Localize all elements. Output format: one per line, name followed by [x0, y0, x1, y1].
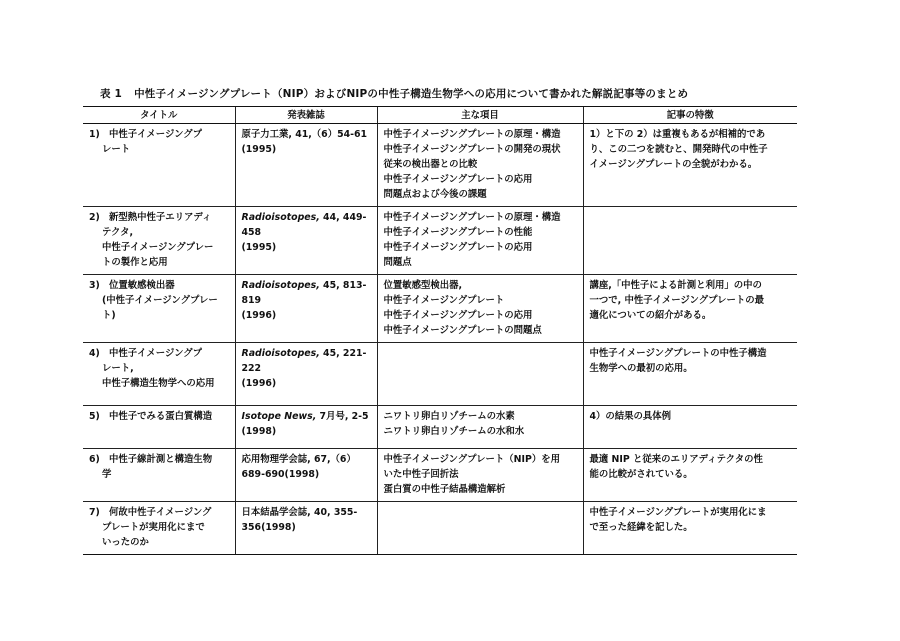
journal-year: 689-690(1998): [241, 469, 320, 480]
title-text: いったのか: [102, 537, 149, 548]
table-caption-text: 中性子イメージングプレート（NIP）およびNIPの中性子構造生物学への応用について書かれた解説記事等のまとめ: [134, 88, 689, 100]
feature-line: 講座,「中性子による計測と利用」の中の: [589, 280, 762, 291]
title-text: 中性子イメージングプレー: [102, 242, 214, 253]
journal-name: 応用物理学会誌,: [241, 454, 311, 465]
journal-year: (1998): [241, 426, 277, 437]
journal-line: [242, 505, 371, 520]
title-text: 中性子構造生物学への応用: [102, 378, 215, 389]
journal-name: Radioisotopes,: [241, 280, 320, 291]
title-text: 中性子でみる蛋白質構造: [109, 411, 213, 422]
title-line: [89, 535, 229, 550]
title-line: [89, 278, 229, 293]
table-caption: [100, 86, 800, 101]
item-line: 中性子イメージングプレートの性能: [383, 227, 533, 238]
journal-ref: 45, 813-819: [241, 280, 367, 306]
title-text: プレートが実用化にまで: [102, 522, 205, 533]
feature-line: り、この二つを読むと、開発時代の中性子: [589, 144, 768, 155]
cell-title: [83, 406, 235, 449]
title-line: [89, 361, 229, 376]
cell-features: [583, 207, 797, 275]
cell-main-items: [377, 502, 583, 555]
cell-features: [583, 124, 797, 207]
cell-features: [583, 502, 797, 555]
cell-main-items: [377, 449, 583, 502]
summary-table: [83, 106, 797, 555]
item-line: 中性子イメージングプレートの原理・構造: [383, 212, 561, 223]
journal-ref: 40, 355-: [313, 507, 358, 518]
cell-title: [83, 275, 235, 343]
journal-year: (1996): [241, 310, 277, 321]
title-text: 新型熱中性子エリアディ: [109, 212, 212, 223]
cell-main-items: [377, 275, 583, 343]
item-line: 中性子イメージングプレートの応用: [383, 310, 533, 321]
title-line: [89, 210, 229, 225]
title-line: [89, 127, 229, 142]
cell-main-items: [377, 406, 583, 449]
title-text: 中性子イメージングプ: [109, 348, 203, 359]
journal-line: [242, 452, 371, 467]
item-line: 従来の検出器との比較: [383, 159, 478, 170]
cell-main-items: [377, 343, 583, 406]
header-journal: 発表雑誌: [235, 107, 377, 124]
cell-features: [583, 275, 797, 343]
title-text: レート,: [102, 363, 134, 374]
cell-journal: [235, 449, 377, 502]
journal-line: [242, 127, 371, 142]
item-line: ニワトリ卵白リゾチームの水素: [383, 411, 515, 422]
table-row: [83, 124, 797, 207]
feature-line: 中性子イメージングプレートが実用化にま: [589, 507, 767, 518]
item-line: 中性子イメージングプレートの応用: [383, 174, 533, 185]
table-number: 表 1: [100, 88, 123, 100]
journal-year: (1995): [241, 242, 277, 253]
cell-features: [583, 343, 797, 406]
journal-ref: 45, 221-222: [241, 348, 367, 374]
feature-line: 1）と下の 2）は重複もあるが相補的であ: [589, 129, 766, 140]
row-number: 2): [89, 212, 100, 223]
cell-title: [83, 502, 235, 555]
feature-line: 中性子イメージングプレートの中性子構造: [589, 348, 767, 359]
title-text: 何故中性子イメージング: [109, 507, 212, 518]
cell-journal: [235, 124, 377, 207]
feature-line: 4）の結果の具体例: [589, 411, 672, 422]
feature-line: イメージングプレートの全貌がわかる。: [589, 159, 758, 170]
cell-main-items: [377, 207, 583, 275]
item-line: 中性子イメージングプレートの問題点: [383, 325, 542, 336]
title-text: (中性子イメージングプレー: [102, 295, 218, 306]
title-line: [89, 225, 229, 240]
title-line: [89, 452, 229, 467]
table-row: [83, 275, 797, 343]
row-number: 7): [89, 507, 100, 518]
cell-title: [83, 207, 235, 275]
feature-line: 生物学への最初の応用。: [589, 363, 693, 374]
row-number: 6): [89, 454, 100, 465]
header-title: タイトル: [83, 107, 235, 124]
title-line: [89, 409, 229, 424]
cell-journal: [235, 207, 377, 275]
item-line: いた中性子回折法: [383, 469, 459, 480]
title-line: [89, 255, 229, 270]
header-main-items: 主な項目: [377, 107, 583, 124]
cell-journal: [235, 343, 377, 406]
journal-line: [242, 278, 371, 308]
title-text: 位置敏感検出器: [109, 280, 175, 291]
title-line: [89, 240, 229, 255]
title-text: トの製作と応用: [102, 257, 168, 268]
table-row: [83, 502, 797, 555]
table-body: [83, 124, 797, 555]
feature-line: 能の比較がされている。: [589, 469, 693, 480]
title-line: [89, 376, 229, 391]
item-line: 中性子イメージングプレートの原理・構造: [383, 129, 561, 140]
title-text: テクタ,: [102, 227, 134, 238]
cell-journal: [235, 502, 377, 555]
cell-title: [83, 343, 235, 406]
journal-name: Isotope News,: [241, 411, 317, 422]
item-line: 中性子イメージングプレートの応用: [383, 242, 533, 253]
journal-line: [242, 346, 371, 376]
item-line: 問題点および今後の課題: [383, 189, 487, 200]
journal-ref: 67,（6）: [313, 454, 356, 465]
journal-ref: 7月号, 2-5: [319, 411, 369, 422]
cell-title: [83, 124, 235, 207]
title-line: [89, 505, 229, 520]
title-line: [89, 346, 229, 361]
feature-line: 最適 NIP と従来のエリアディテクタの性: [589, 454, 763, 465]
title-line: [89, 520, 229, 535]
title-text: レート: [102, 144, 131, 155]
cell-title: [83, 449, 235, 502]
cell-journal: [235, 275, 377, 343]
journal-ref: 41,（6）54-61: [295, 129, 368, 140]
journal-line: [242, 409, 371, 424]
table-header-row: [83, 107, 797, 124]
title-text: 中性子イメージングプ: [109, 129, 203, 140]
table-row: [83, 449, 797, 502]
journal-year: (1995): [241, 144, 277, 155]
item-line: 位置敏感型検出器,: [383, 280, 463, 291]
journal-year: 356(1998): [241, 522, 296, 533]
feature-line: 一つで, 中性子イメージングプレートの最: [589, 295, 764, 306]
title-text: 学: [102, 469, 112, 480]
header-features: 記事の特徴: [583, 107, 797, 124]
table-row: [83, 406, 797, 449]
title-text: 中性子線計測と構造生物: [109, 454, 213, 465]
journal-name: Radioisotopes,: [241, 212, 320, 223]
journal-name: Radioisotopes,: [241, 348, 320, 359]
title-line: [89, 308, 229, 323]
journal-ref: 44, 449-458: [241, 212, 367, 238]
row-number: 5): [89, 411, 100, 422]
title-line: [89, 293, 229, 308]
cell-features: [583, 449, 797, 502]
item-line: 中性子イメージングプレート: [383, 295, 505, 306]
title-line: [89, 142, 229, 157]
item-line: 中性子イメージングプレート（NIP）を用: [383, 454, 561, 465]
item-line: ニワトリ卵白リゾチームの水和水: [383, 426, 525, 437]
feature-line: 適化についての紹介がある。: [589, 310, 712, 321]
title-text: ト): [102, 310, 116, 321]
row-number: 4): [89, 348, 100, 359]
table-row: [83, 343, 797, 406]
row-number: 1): [89, 129, 100, 140]
feature-line: で至った経緯を記した。: [589, 522, 693, 533]
cell-main-items: [377, 124, 583, 207]
item-line: 中性子イメージングプレートの開発の現状: [383, 144, 561, 155]
row-number: 3): [89, 280, 100, 291]
journal-year: (1996): [241, 378, 277, 389]
journal-name: 日本結晶学会誌,: [241, 507, 311, 518]
journal-name: 原子力工業,: [241, 129, 292, 140]
journal-line: [242, 210, 371, 240]
cell-features: [583, 406, 797, 449]
item-line: 問題点: [383, 257, 412, 268]
title-line: [89, 467, 229, 482]
table-row: [83, 207, 797, 275]
item-line: 蛋白質の中性子結晶構造解析: [383, 484, 506, 495]
cell-journal: [235, 406, 377, 449]
